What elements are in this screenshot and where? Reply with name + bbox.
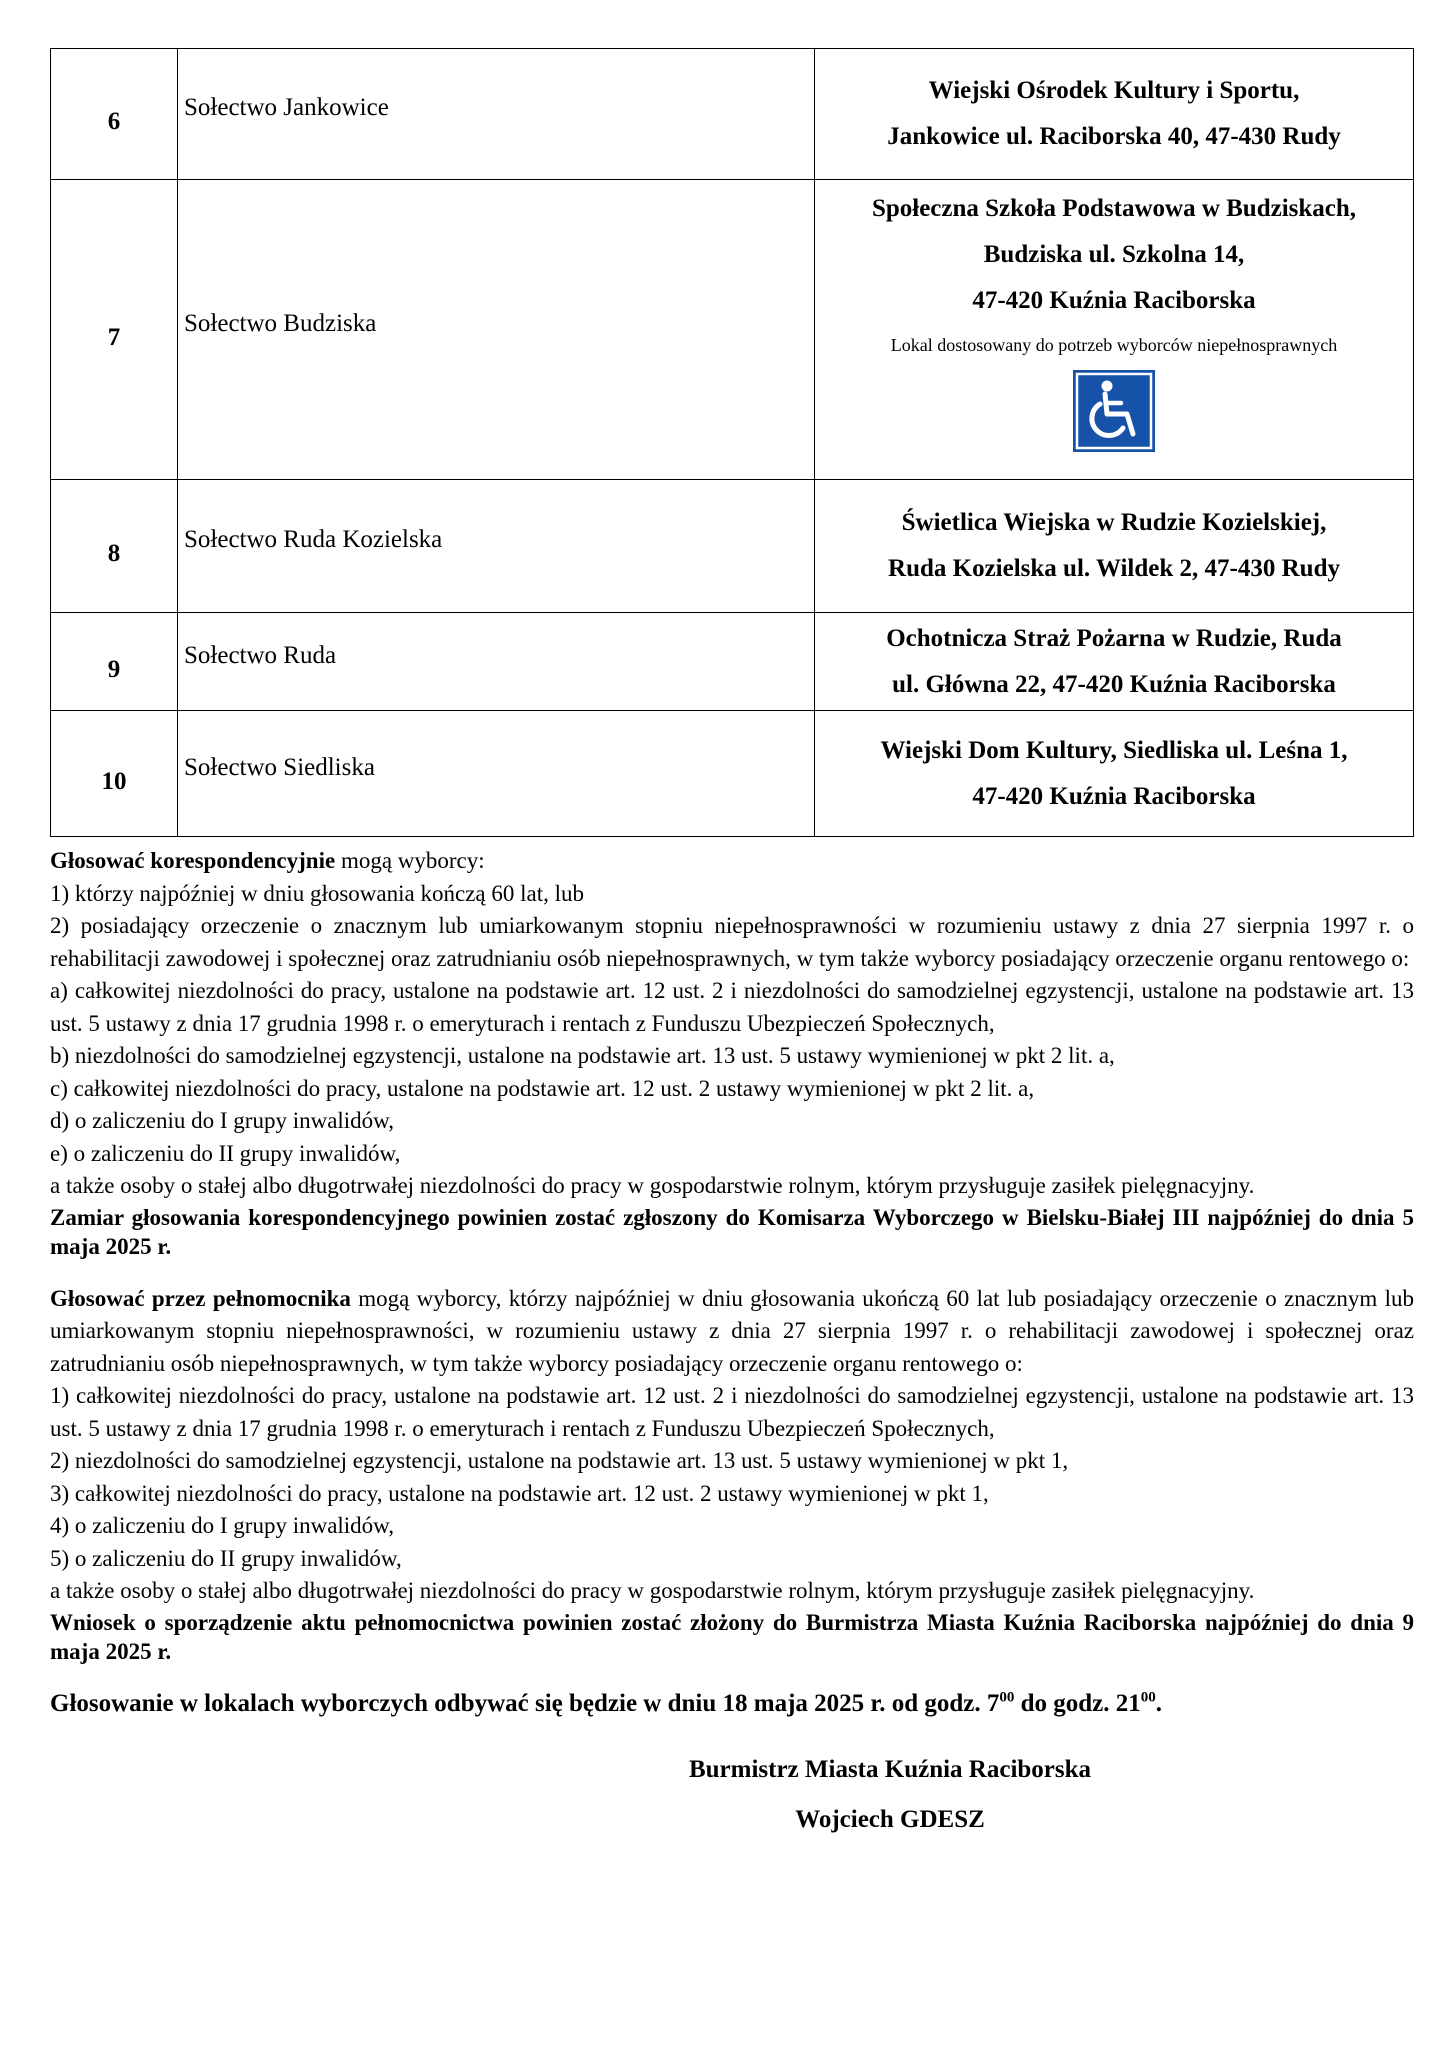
polling-place — [815, 613, 1414, 711]
list-item: a także osoby o stałej albo długotrwałej niezdolności do pracy w gospodarstwie rolnym, którym przysługuje zasiłek pielęgnacyjny. — [50, 1578, 1255, 1603]
row-number: 9 — [51, 613, 178, 711]
table-row — [51, 480, 1414, 613]
voting-hours: Głosowanie w lokalach wyborczych odbywać się będzie w dniu 18 maja 2025 r. od godz. $7^{00}$ do godz. $21^{00}$. — [50, 1689, 1163, 1717]
row-number: 6 — [51, 49, 178, 180]
proxy-voting-section — [50, 1283, 1414, 1666]
polling-stations-table — [50, 48, 1414, 837]
row-number: 10 — [51, 711, 178, 837]
accessibility-note: Lokal dostosowany do potrzeb wyborców niepełnosprawnych — [890, 334, 1338, 355]
signature-title: Burmistrz Miasta Kuźnia Raciborska — [688, 1756, 1092, 1783]
list-item: e) o zaliczeniu do II grupy inwalidów, — [50, 1140, 401, 1166]
district-name: Sołectwo Ruda — [178, 613, 815, 711]
place-line: Świetlica Wiejska w Rudzie Kozielskiej, — [901, 509, 1327, 536]
wheelchair-accessibility-icon — [1073, 370, 1155, 468]
district-name: Sołectwo Jankowice — [178, 49, 815, 180]
row-number: 8 — [51, 480, 178, 613]
bold-term: Głosować korespondencyjnie — [50, 848, 336, 873]
bold-term: Głosować przez pełnomocnika — [50, 1285, 351, 1311]
place-line: Ruda Kozielska ul. Wildek 2, 47-430 Rudy — [888, 555, 1340, 582]
list-item: a) całkowitej niezdolności do pracy, ustalone na podstawie art. 12 ust. 2 i niezdolności do samodzielnej egzystencji, ustalone na podstawie art. 13 ust. 5 ustawy z dnia 17 grudnia 1998 r. o emeryturach i rentach z Funduszu Ubezpieczeń Społecznych, — [50, 978, 1414, 1036]
place-line: Wiejski Dom Kultury, Siedliska ul. Leśna 1, — [880, 736, 1348, 764]
document-page — [50, 48, 1414, 1834]
polling-place — [815, 480, 1414, 613]
table-row — [51, 49, 1414, 180]
place-line: Wiejski Ośrodek Kultury i Sportu, — [928, 77, 1300, 104]
list-item: c) całkowitej niezdolności do pracy, ustalone na podstawie art. 12 ust. 2 ustawy wymienionej w pkt 2 lit. a, — [50, 1075, 1035, 1101]
proxy-deadline: Wniosek o sporządzenie aktu pełnomocnictwa powinien zostać złożony do Burmistrza Miasta Kuźnia Raciborska najpóźniej do dnia 9 maja 2025 r. — [50, 1609, 1414, 1664]
list-item: 1) całkowitej niezdolności do pracy, ustalone na podstawie art. 12 ust. 2 i niezdolności do samodzielnej egzystencji, ustalone na podstawie art. 13 ust. 5 ustawy z dnia 17 grudnia 1998 r. o emeryturach i rentach z Funduszu Ubezpieczeń Społecznych, — [50, 1383, 1414, 1441]
district-name: Sołectwo Ruda Kozielska — [178, 480, 815, 613]
list-item: 1) którzy najpóźniej w dniu głosowania kończą 60 lat, lub — [50, 880, 584, 906]
list-item: 2) niezdolności do samodzielnej egzystencji, ustalone na podstawie art. 13 ust. 5 ustawy wymienionej w pkt 1, — [50, 1448, 1069, 1473]
place-line: 47-420 Kuźnia Raciborska — [972, 782, 1256, 810]
polling-place — [815, 711, 1414, 837]
place-line: 47-420 Kuźnia Raciborska — [972, 286, 1256, 314]
place-line: ul. Główna 22, 47-420 Kuźnia Raciborska — [892, 670, 1336, 698]
correspondence-voting-section — [50, 845, 1414, 1261]
list-item: b) niezdolności do samodzielnej egzystencji, ustalone na podstawie art. 13 ust. 5 ustawy wymienionej w pkt 2 lit. a, — [50, 1043, 1115, 1068]
list-item: 2) posiadający orzeczenie o znacznym lub umiarkowanym stopniu niepełnosprawności w rozumieniu ustawy z dnia 27 sierpnia 1997 r. o rehabilitacji zawodowej i społecznej oraz zatrudnianiu osób niepełnosprawnych, w tym także wyborcy posiadający orzeczenie organu rentowego o: — [50, 913, 1414, 971]
place-line: Jankowice ul. Raciborska 40, 47-430 Rudy — [887, 123, 1341, 150]
list-item: a także osoby o stałej albo długotrwałej niezdolności do pracy w gospodarstwie rolnym, którym przysługuje zasiłek pielęgnacyjny. — [50, 1173, 1255, 1198]
correspondence-deadline: Zamiar głosowania korespondencyjnego powinien zostać zgłoszony do Komisarza Wyborczego w Bielsku-Białej III najpóźniej do dnia 5 maja 2025 r. — [50, 1204, 1414, 1259]
place-line: Ochotnicza Straż Pożarna w Rudzie, Ruda — [886, 624, 1342, 652]
row-number: 7 — [51, 180, 178, 480]
list-item: d) o zaliczeniu do I grupy inwalidów, — [50, 1108, 395, 1133]
place-line: Budziska ul. Szkolna 14, — [983, 240, 1245, 268]
polling-place — [815, 49, 1414, 180]
list-item: 4) o zaliczeniu do I grupy inwalidów, — [50, 1513, 395, 1538]
paragraph: Głosować przez pełnomocnika mogą wyborcy, którzy najpóźniej w dniu głosowania ukończą 60 lat lub posiadający orzeczenie o znacznym lub umiarkowanym stopniu niepełnosprawności, w rozumieniu ustawy z dnia 27 sierpnia 1997 r. o rehabilitacji zawodowej i społecznej oraz zatrudnianiu osób niepełnosprawnych, w tym także wyborcy posiadający orzeczenie organu rentowego o: — [50, 1285, 1414, 1376]
district-name: Sołectwo Budziska — [178, 180, 815, 480]
place-line: Społeczna Szkoła Podstawowa w Budziskach, — [871, 194, 1357, 222]
table-row — [51, 180, 1414, 480]
list-item: 5) o zaliczeniu do II grupy inwalidów, — [50, 1545, 402, 1571]
table-row — [51, 711, 1414, 837]
polling-place — [815, 180, 1414, 480]
paragraph: Głosować korespondencyjnie mogą wyborcy: — [50, 848, 485, 873]
district-name: Sołectwo Siedliska — [178, 711, 815, 837]
signature-name: Wojciech GDESZ — [795, 1806, 985, 1833]
table-row — [51, 613, 1414, 711]
list-item: 3) całkowitej niezdolności do pracy, ustalone na podstawie art. 12 ust. 2 ustawy wymienionej w pkt 1, — [50, 1480, 989, 1506]
signature-block — [610, 1756, 1170, 1834]
